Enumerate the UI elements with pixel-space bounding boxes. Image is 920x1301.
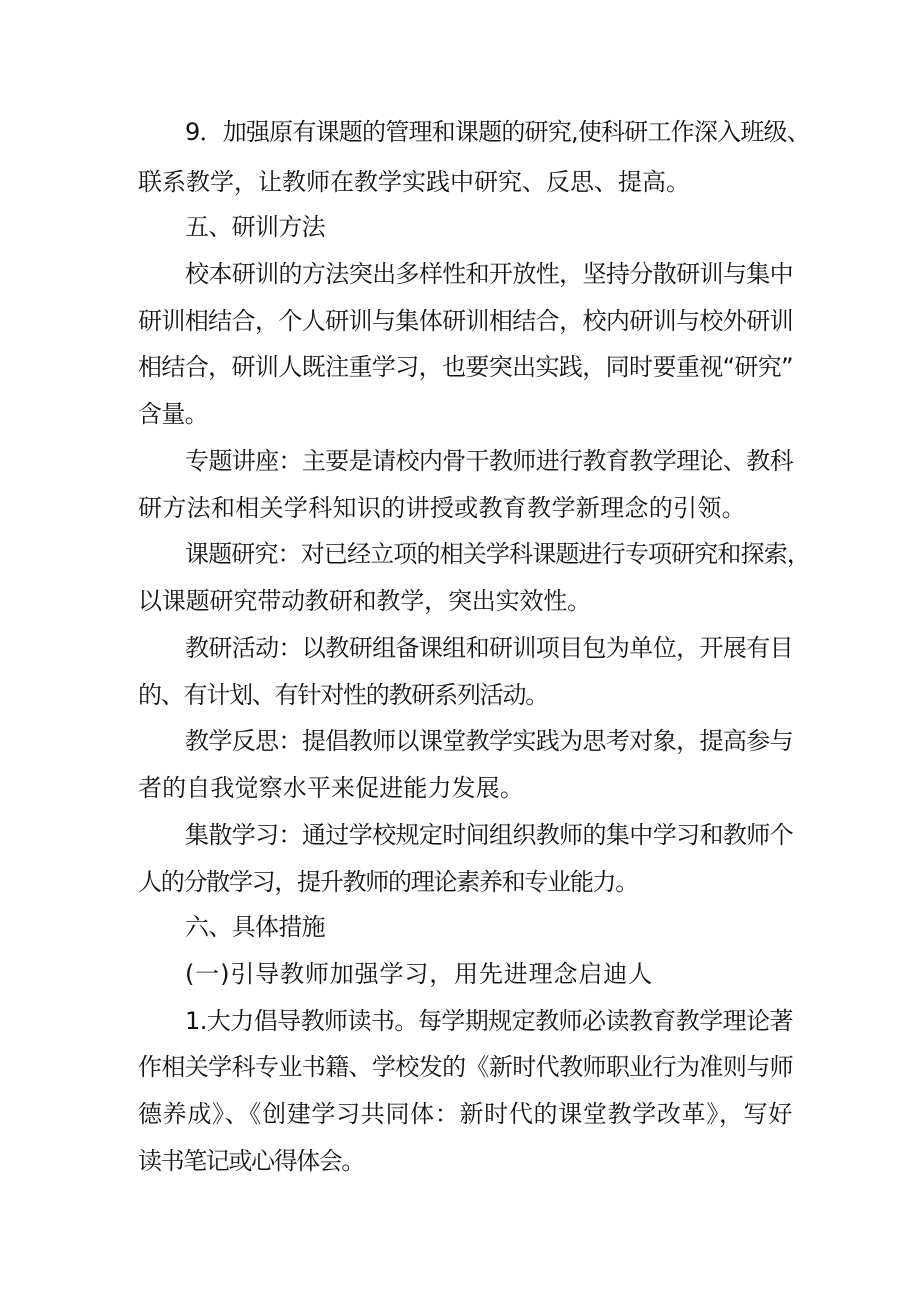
- section-heading: 六、具体措施: [185, 913, 325, 941]
- text-line: 者的自我觉察水平来促进能力发展。: [138, 774, 524, 802]
- text-line: 1.大力倡导教师读书。每学期规定教师必读教育教学理论著: [185, 1007, 793, 1035]
- text-line: 作相关学科专业书籍、学校发的《新时代教师职业行为准则与师: [138, 1053, 793, 1081]
- text-line: 的、有计划、有针对性的教研系列活动。: [138, 681, 548, 709]
- subsection-heading: (一)引导教师加强学习，用先进理念启迪人: [185, 960, 653, 988]
- text-line: 研训相结合，个人研训与集体研训相结合，校内研训与校外研训: [138, 307, 793, 335]
- text-line: 相结合，研训人既注重学习，也要突出实践，同时要重视“研究”: [138, 353, 793, 381]
- text-line: 教研活动：以教研组备课组和研训项目包为单位，开展有目: [185, 634, 793, 662]
- text-line: 集散学习：通过学校规定时间组织教师的集中学习和教师个: [185, 821, 793, 849]
- text-line: 联系教学，让教师在教学实践中研究、反思、提高。: [138, 168, 690, 196]
- text-line: 德养成》、《创建学习共同体：新时代的课堂教学改革》，写好: [138, 1100, 793, 1128]
- text-line: 以课题研究带动教研和教学，突出实效性。: [138, 587, 591, 615]
- text-line: 人的分散学习，提升教师的理论素养和专业能力。: [138, 868, 638, 896]
- section-heading: 五、研训方法: [185, 213, 325, 241]
- text-line: 专题讲座：主要是请校内骨干教师进行教育教学理论、教科: [185, 447, 793, 475]
- text-line: 研方法和相关学科知识的讲授或教育教学新理念的引领。: [138, 494, 746, 522]
- text-line: 教学反思：提倡教师以课堂教学实践为思考对象，提高参与: [185, 727, 793, 755]
- text-line: 读书笔记或心得体会。: [138, 1147, 364, 1175]
- text-line: 课题研究：对已经立项的相关学科课题进行专项研究和探索，: [185, 540, 810, 568]
- text-line: 校本研训的方法突出多样性和开放性，坚持分散研训与集中: [185, 260, 793, 288]
- text-line: 含量。: [138, 400, 208, 428]
- text-line: 9．加强原有课题的管理和课题的研究,使科研工作深入班级、: [185, 118, 810, 146]
